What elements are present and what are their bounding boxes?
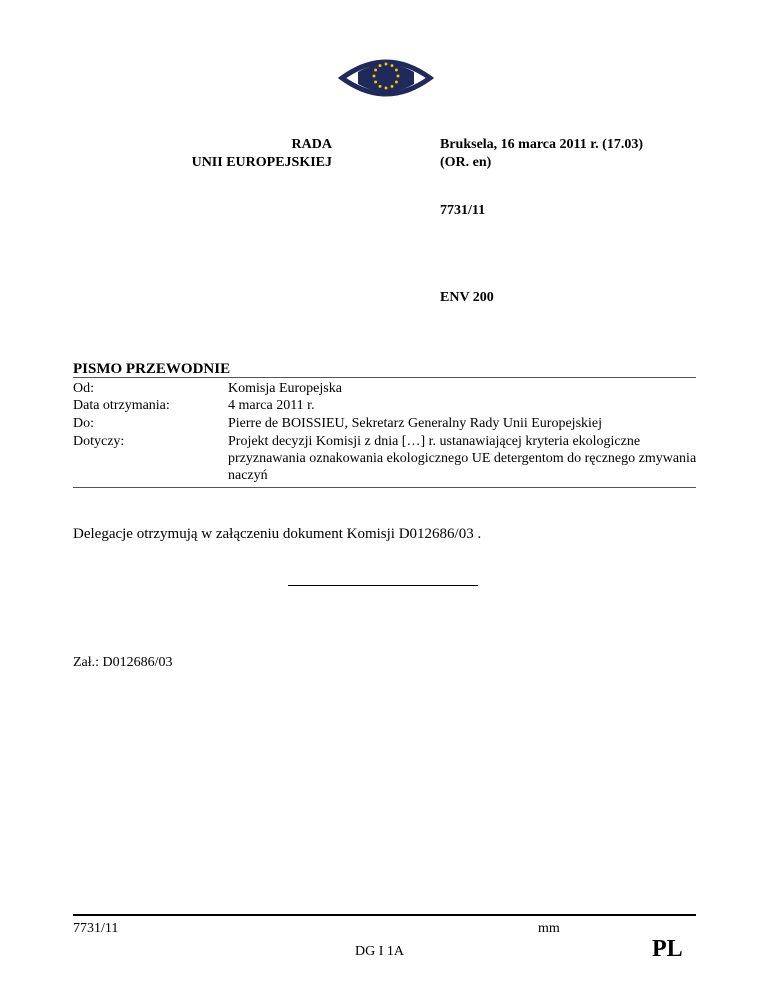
meta-bottom-rule: [73, 487, 696, 488]
meta-label: Dotyczy:: [73, 434, 125, 449]
footer-language: PL: [652, 936, 683, 962]
body-text: Delegacje otrzymują w załączeniu dokument Komisji D012686/03 .: [73, 526, 482, 542]
document-code: ENV 200: [440, 290, 494, 305]
meta-value: Komisja Europejska: [228, 381, 342, 396]
council-line-2: UNII EUROPEJSKIEJ: [191, 155, 332, 170]
document-number: 7731/11: [440, 203, 486, 218]
original-language: (OR. en): [440, 155, 492, 170]
footer-rule: [73, 914, 696, 916]
title-rule: [73, 377, 696, 378]
council-line-1: RADA: [291, 137, 332, 152]
separator-line: [288, 585, 478, 586]
eu-council-emblem-icon: [338, 52, 434, 104]
meta-row-subject: [73, 433, 696, 485]
meta-row-date-received: [73, 397, 696, 414]
council-logo: [338, 52, 434, 104]
date-block: [440, 136, 643, 172]
meta-value: Pierre de BOISSIEU, Sekretarz Generalny Rady Unii Europejskiej: [228, 416, 603, 431]
meta-row-to: [73, 415, 696, 432]
meta-label: Do:: [73, 416, 94, 431]
council-name: [160, 136, 332, 172]
letter-title: PISMO PRZEWODNIE: [73, 361, 231, 377]
date-line: Bruksela, 16 marca 2011 r. (17.03): [440, 137, 643, 152]
meta-label: Od:: [73, 381, 94, 396]
meta-label: Data otrzymania:: [73, 398, 170, 413]
meta-value: 4 marca 2011 r.: [228, 398, 315, 413]
meta-row-from: [73, 380, 696, 397]
footer-initials: mm: [538, 921, 560, 936]
footer-dg: DG I 1A: [355, 944, 404, 959]
attachment-note: Zał.: D012686/03: [73, 655, 173, 670]
footer-ref: 7731/11: [73, 921, 119, 936]
meta-value: Projekt decyzji Komisji z dnia […] r. ustanawiającej kryteria ekologiczne przyznawania oznakowania ekologicznego UE detergentom do ręcznego zmywania naczyń: [228, 434, 697, 483]
